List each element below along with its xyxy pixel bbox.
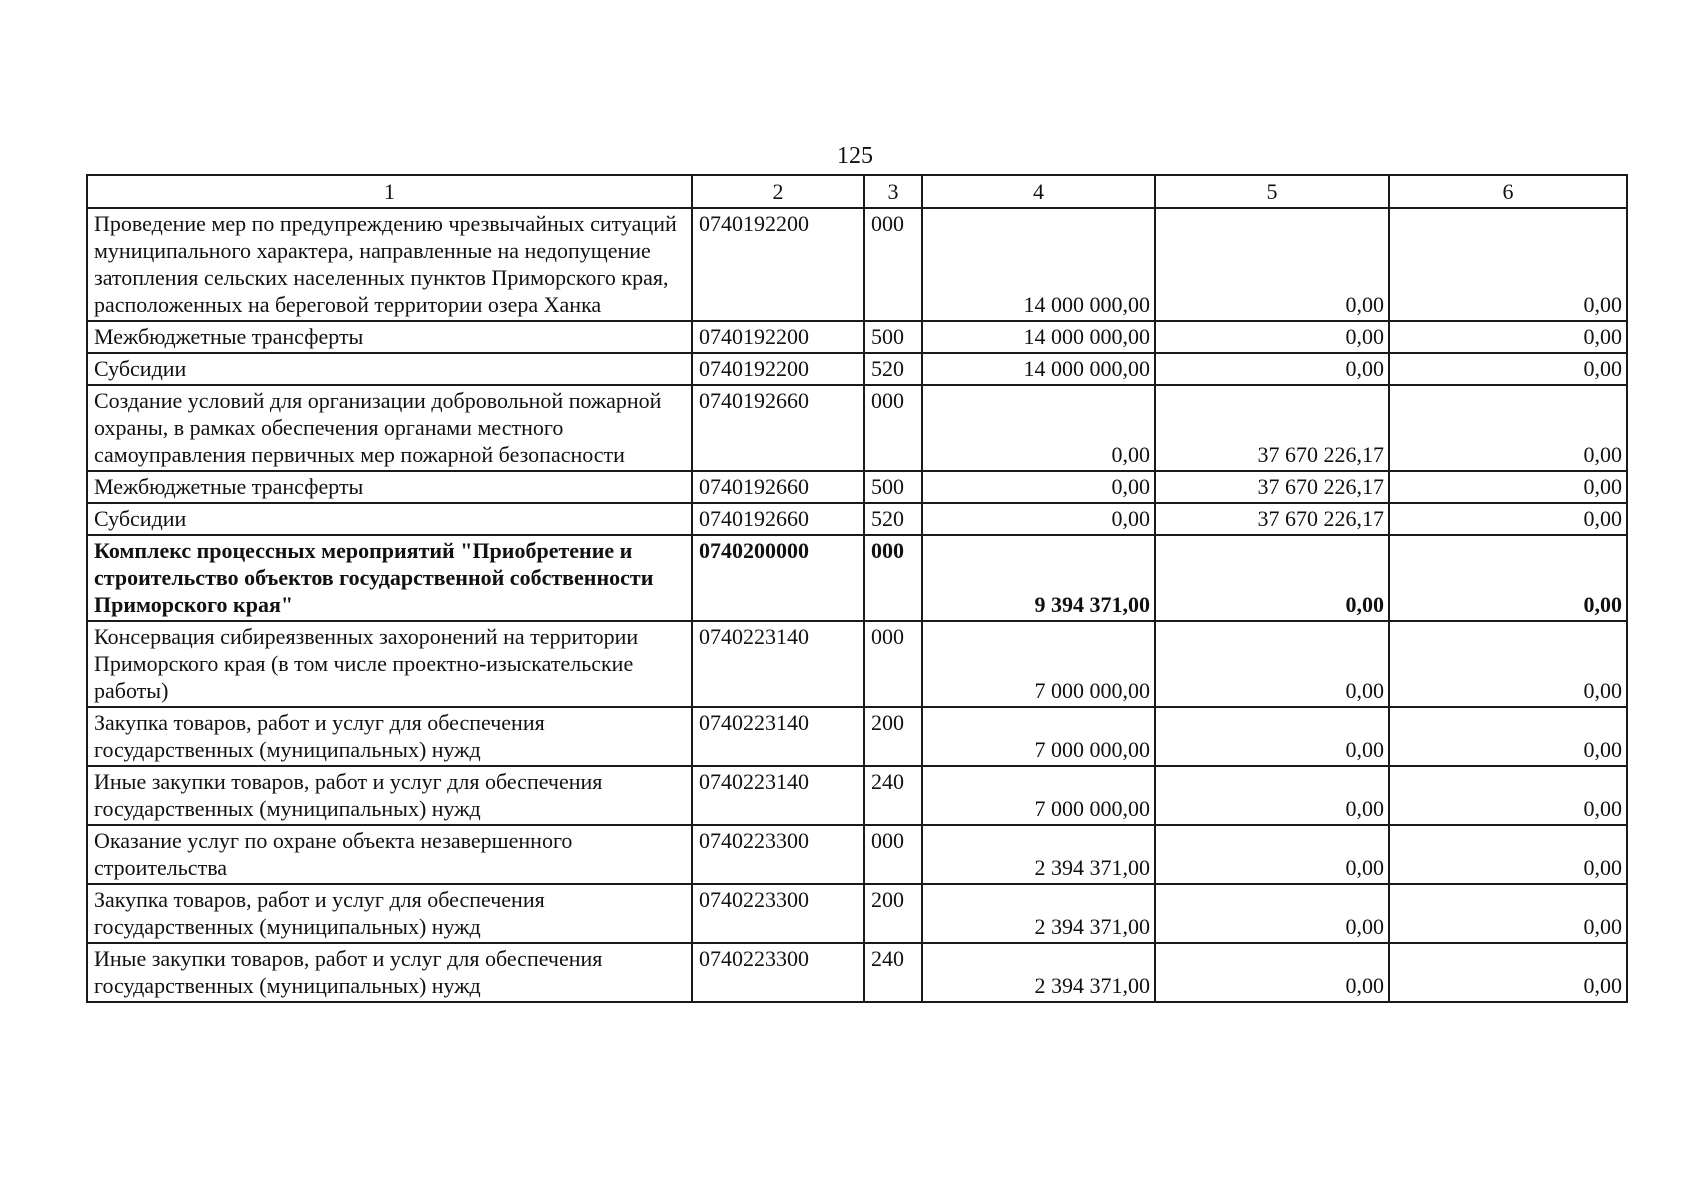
row-name-cell: Проведение мер по предупреждению чрезвычайных ситуаций муниципального характера, направленные на недопущение затопления сельских населенных пунктов Приморского края, расположенных на береговой территории озера Ханка [87, 208, 692, 321]
row-code-cell: 0740223140 [692, 766, 864, 825]
row-name-cell: Консервация сибиреязвенных захоронений на территории Приморского края (в том числе проектно-изыскательские работы) [87, 621, 692, 707]
table-row [87, 353, 1627, 385]
row-value-col6-cell: 0,00 [1389, 707, 1627, 766]
row-code-cell: 0740200000 [692, 535, 864, 621]
row-vr-cell: 500 [864, 471, 922, 503]
table-row [87, 535, 1627, 621]
header-cell-3: 3 [864, 175, 922, 208]
row-vr-cell: 520 [864, 503, 922, 535]
table-row [87, 621, 1627, 707]
row-value-col6-cell: 0,00 [1389, 208, 1627, 321]
row-code-cell: 0740223300 [692, 825, 864, 884]
row-value-col4-cell: 9 394 371,00 [922, 535, 1155, 621]
row-name-cell: Межбюджетные трансферты [87, 471, 692, 503]
header-cell-5: 5 [1155, 175, 1389, 208]
row-value-col5-cell: 0,00 [1155, 884, 1389, 943]
table-row [87, 766, 1627, 825]
row-name-cell: Закупка товаров, работ и услуг для обеспечения государственных (муниципальных) нужд [87, 884, 692, 943]
row-value-col5-cell: 0,00 [1155, 321, 1389, 353]
row-code-cell: 0740223140 [692, 707, 864, 766]
row-name-cell: Комплекс процессных мероприятий "Приобретение и строительство объектов государственной собственности Приморского края" [87, 535, 692, 621]
row-value-col6-cell: 0,00 [1389, 471, 1627, 503]
row-value-col4-cell: 2 394 371,00 [922, 825, 1155, 884]
row-vr-cell: 200 [864, 884, 922, 943]
row-value-col6-cell: 0,00 [1389, 621, 1627, 707]
row-value-col4-cell: 0,00 [922, 385, 1155, 471]
row-code-cell: 0740192200 [692, 353, 864, 385]
row-value-col6-cell: 0,00 [1389, 353, 1627, 385]
row-value-col5-cell: 37 670 226,17 [1155, 385, 1389, 471]
row-value-col6-cell: 0,00 [1389, 884, 1627, 943]
row-value-col5-cell: 37 670 226,17 [1155, 503, 1389, 535]
row-code-cell: 0740192660 [692, 503, 864, 535]
row-vr-cell: 000 [864, 825, 922, 884]
header-row [87, 175, 1627, 208]
row-code-cell: 0740192200 [692, 208, 864, 321]
row-name-cell: Иные закупки товаров, работ и услуг для обеспечения государственных (муниципальных) нужд [87, 943, 692, 1002]
header-cell-2: 2 [692, 175, 864, 208]
row-vr-cell: 000 [864, 535, 922, 621]
row-value-col4-cell: 14 000 000,00 [922, 208, 1155, 321]
row-value-col5-cell: 37 670 226,17 [1155, 471, 1389, 503]
row-value-col4-cell: 7 000 000,00 [922, 707, 1155, 766]
table-row [87, 943, 1627, 1002]
row-code-cell: 0740192200 [692, 321, 864, 353]
row-name-cell: Иные закупки товаров, работ и услуг для обеспечения государственных (муниципальных) нужд [87, 766, 692, 825]
row-value-col6-cell: 0,00 [1389, 385, 1627, 471]
table-body [87, 208, 1627, 1002]
row-value-col6-cell: 0,00 [1389, 943, 1627, 1002]
row-value-col6-cell: 0,00 [1389, 766, 1627, 825]
budget-table [86, 174, 1628, 1003]
page-number: 125 [837, 143, 873, 169]
header-cell-6: 6 [1389, 175, 1627, 208]
header-cell-4: 4 [922, 175, 1155, 208]
table-row [87, 707, 1627, 766]
row-name-cell: Межбюджетные трансферты [87, 321, 692, 353]
row-vr-cell: 000 [864, 621, 922, 707]
row-value-col5-cell: 0,00 [1155, 208, 1389, 321]
row-name-cell: Субсидии [87, 503, 692, 535]
header-cell-1: 1 [87, 175, 692, 208]
row-value-col5-cell: 0,00 [1155, 621, 1389, 707]
row-value-col4-cell: 7 000 000,00 [922, 621, 1155, 707]
row-code-cell: 0740223300 [692, 884, 864, 943]
row-name-cell: Создание условий для организации добровольной пожарной охраны, в рамках обеспечения органами местного самоуправления первичных мер пожарной безопасности [87, 385, 692, 471]
table-row [87, 471, 1627, 503]
row-value-col4-cell: 14 000 000,00 [922, 321, 1155, 353]
row-value-col6-cell: 0,00 [1389, 503, 1627, 535]
table-row [87, 884, 1627, 943]
row-value-col4-cell: 0,00 [922, 471, 1155, 503]
row-vr-cell: 240 [864, 943, 922, 1002]
row-name-cell: Оказание услуг по охране объекта незавершенного строительства [87, 825, 692, 884]
row-value-col4-cell: 2 394 371,00 [922, 943, 1155, 1002]
row-value-col4-cell: 2 394 371,00 [922, 884, 1155, 943]
row-vr-cell: 000 [864, 385, 922, 471]
row-name-cell: Субсидии [87, 353, 692, 385]
row-code-cell: 0740192660 [692, 385, 864, 471]
row-value-col6-cell: 0,00 [1389, 825, 1627, 884]
row-code-cell: 0740223300 [692, 943, 864, 1002]
row-vr-cell: 200 [864, 707, 922, 766]
row-value-col5-cell: 0,00 [1155, 766, 1389, 825]
row-vr-cell: 000 [864, 208, 922, 321]
row-value-col5-cell: 0,00 [1155, 353, 1389, 385]
row-vr-cell: 500 [864, 321, 922, 353]
row-value-col5-cell: 0,00 [1155, 707, 1389, 766]
row-vr-cell: 520 [864, 353, 922, 385]
table-row [87, 503, 1627, 535]
row-value-col4-cell: 14 000 000,00 [922, 353, 1155, 385]
row-value-col6-cell: 0,00 [1389, 321, 1627, 353]
row-value-col5-cell: 0,00 [1155, 535, 1389, 621]
row-name-cell: Закупка товаров, работ и услуг для обеспечения государственных (муниципальных) нужд [87, 707, 692, 766]
row-code-cell: 0740192660 [692, 471, 864, 503]
row-value-col6-cell: 0,00 [1389, 535, 1627, 621]
row-code-cell: 0740223140 [692, 621, 864, 707]
table-row [87, 321, 1627, 353]
row-value-col5-cell: 0,00 [1155, 825, 1389, 884]
table-header [87, 175, 1627, 208]
row-value-col4-cell: 7 000 000,00 [922, 766, 1155, 825]
row-value-col4-cell: 0,00 [922, 503, 1155, 535]
row-value-col5-cell: 0,00 [1155, 943, 1389, 1002]
table-row [87, 385, 1627, 471]
table-row [87, 208, 1627, 321]
table-row [87, 825, 1627, 884]
row-vr-cell: 240 [864, 766, 922, 825]
